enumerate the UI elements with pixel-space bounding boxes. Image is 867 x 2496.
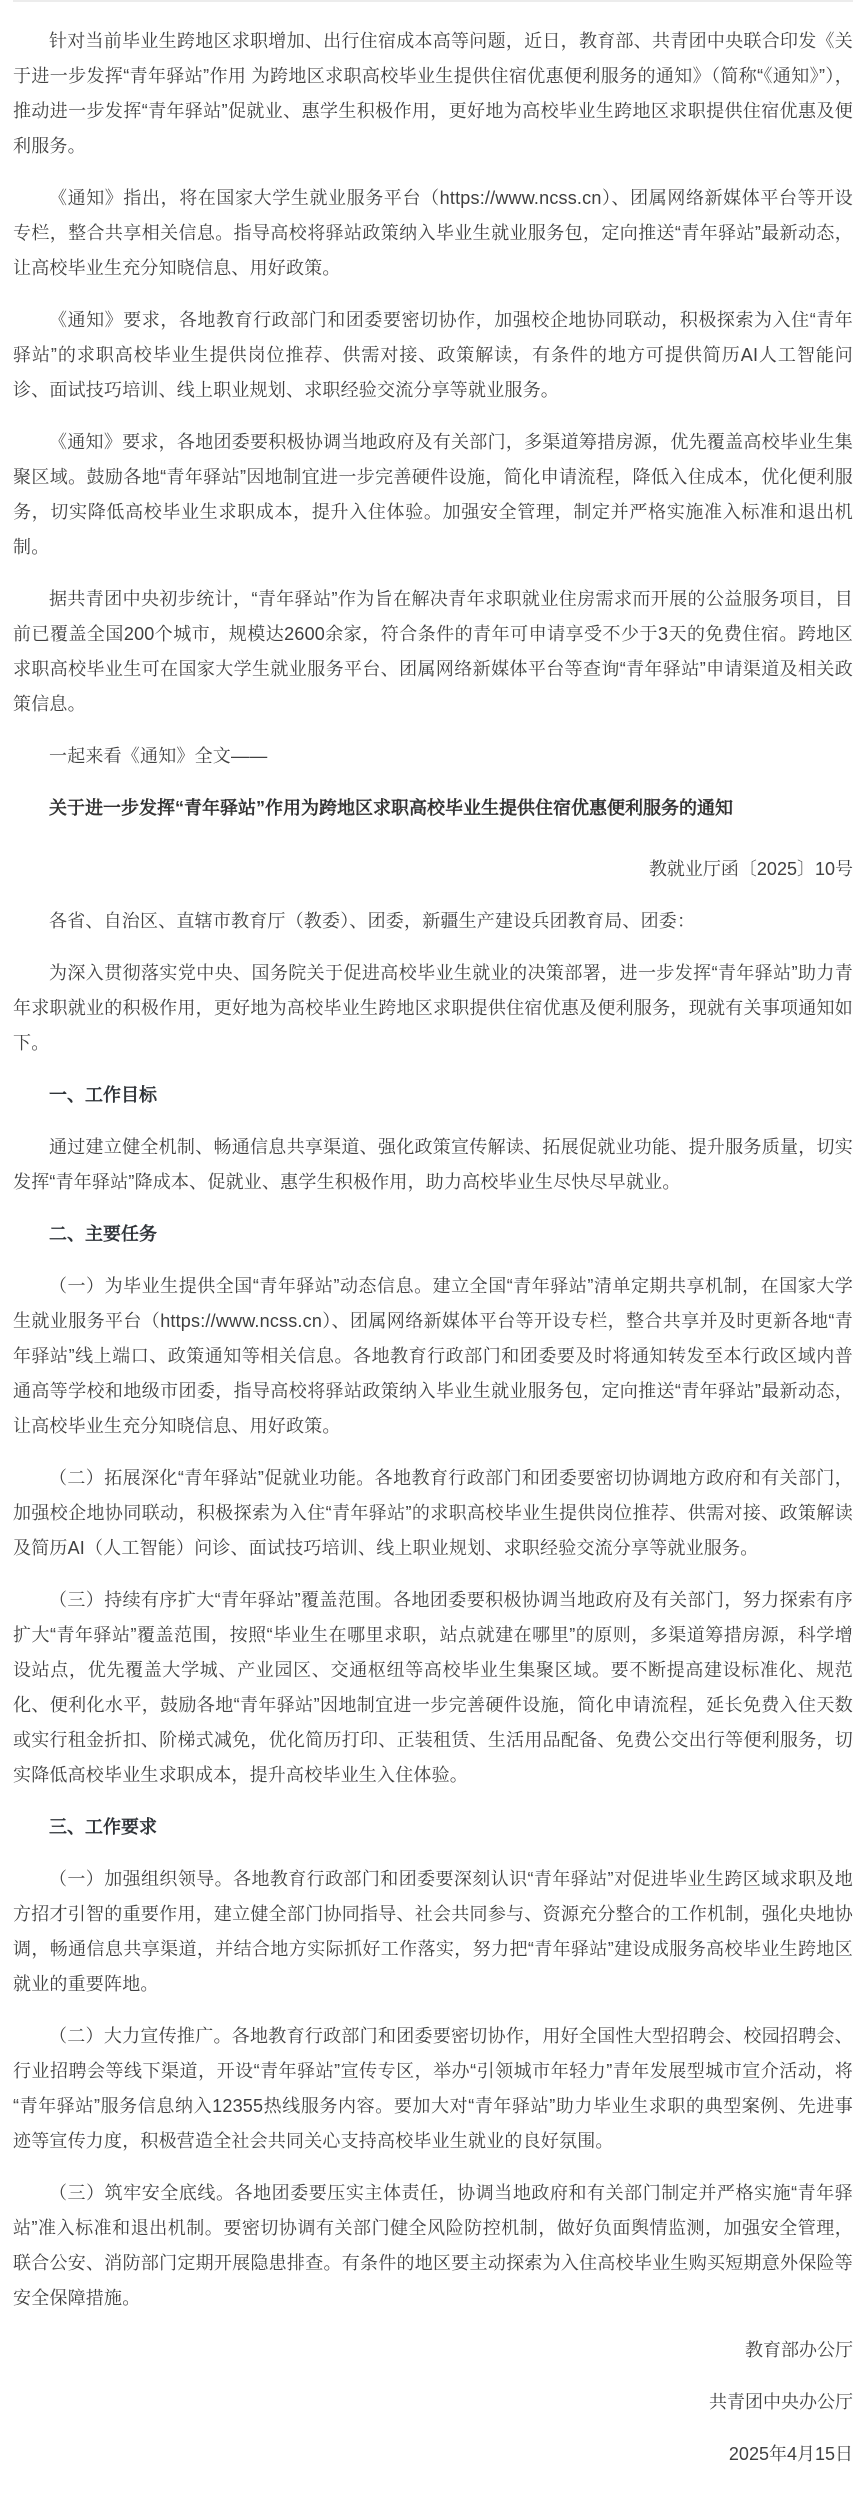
intro-paragraph-4: 《通知》要求，各地团委要积极协调当地政府及有关部门，多渠道筹措房源，优先覆盖高校毕业生集聚区域。鼓励各地“青年驿站”因地制宜进一步完善硬件设施，简化申请流程，降低入住成本，优化便利服务，切实降低高校毕业生求职成本，提升入住体验。加强安全管理，制定并严格实施准入标准和退出机制。 xyxy=(13,432,853,557)
intro-paragraph-3: 《通知》要求，各地教育行政部门和团委要密切协作，加强校企地协同联动，积极探索为入住“青年驿站”的求职高校毕业生提供岗位推荐、供需对接、政策解读，有条件的地方可提供简历AI人工智能问诊、面试技巧培训、线上职业规划、求职经验交流分享等就业服务。 xyxy=(13,310,853,400)
section-heading-3: 三、工作要求 xyxy=(49,1817,157,1837)
intro-paragraph-1: 针对当前毕业生跨地区求职增加、出行住宿成本高等问题，近日，教育部、共青团中央联合印发《关于进一步发挥“青年驿站”作用 为跨地区求职高校毕业生提供住宿优惠便利服务的通知》（简称“《通知》”），推动进一步发挥“青年驿站”促就业、惠学生积极作用，更好地为高校毕业生跨地区求职提供住宿优惠及便利服务。 xyxy=(13,31,853,156)
section-2-paragraph-1: （一）为毕业生提供全国“青年驿站”动态信息。建立全国“青年驿站”清单定期共享机制，在国家大学生就业服务平台（https://www.ncss.cn）、团属网络新媒体平台等开设专栏，整合共享并及时更新各地“青年驿站”线上端口、政策通知等相关信息。各地教育行政部门和团委要及时将通知转发至本行政区域内普通高等学校和地级市团委，指导高校将驿站政策纳入毕业生就业服务包，定向推送“青年驿站”最新动态，让高校毕业生充分知晓信息、用好政策。 xyxy=(13,1276,853,1436)
section-3-paragraph-1: （一）加强组织领导。各地教育行政部门和团委要深刻认识“青年驿站”对促进毕业生跨区域求职及地方招才引智的重要作用，建立健全部门协同指导、社会共同参与、资源充分整合的工作机制，强化央地协调，畅通信息共享渠道，并结合地方实际抓好工作落实，努力把“青年驿站”建设成服务高校毕业生跨地区就业的重要阵地。 xyxy=(13,1869,853,1994)
signature-issuer-1: 教育部办公厅 xyxy=(745,2340,853,2360)
section-2-paragraph-2: （二）拓展深化“青年驿站”促就业功能。各地教育行政部门和团委要密切协调地方政府和有关部门，加强校企地协同联动，积极探索为入住“青年驿站”的求职高校毕业生提供岗位推荐、供需对接、政策解读及简历AI（人工智能）问诊、面试技巧培训、线上职业规划、求职经验交流分享等就业服务。 xyxy=(13,1468,853,1558)
notice-title: 关于进一步发挥“青年驿站”作用为跨地区求职高校毕业生提供住宿优惠便利服务的通知 xyxy=(49,798,733,818)
signature-issuer-2: 共青团中央办公厅 xyxy=(709,2392,853,2412)
section-heading-2: 二、主要任务 xyxy=(49,1224,157,1244)
signature-date: 2025年4月15日 xyxy=(728,2444,853,2464)
intro-paragraph-2: 《通知》指出，将在国家大学生就业服务平台（https://www.ncss.cn）、团属网络新媒体平台等开设专栏，整合共享相关信息。指导高校将驿站政策纳入毕业生就业服务包，定向推送“青年驿站”最新动态，让高校毕业生充分知晓信息、用好政策。 xyxy=(13,188,853,278)
section-2-paragraph-3: （三）持续有序扩大“青年驿站”覆盖范围。各地团委要积极协调当地政府及有关部门，努力探索有序扩大“青年驿站”覆盖范围，按照“毕业生在哪里求职，站点就建在哪里”的原则，多渠道筹措房源，科学增设站点，优先覆盖大学城、产业园区、交通枢纽等高校毕业生集聚区域。要不断提高建设标准化、规范化、便利化水平，鼓励各地“青年驿站”因地制宜进一步完善硬件设施，简化申请流程，延长免费入住天数或实行租金折扣、阶梯式减免，优化简历打印、正装租赁、生活用品配备、免费公交出行等便利服务，切实降低高校毕业生求职成本，提升高校毕业生入住体验。 xyxy=(13,1590,853,1785)
salutation: 各省、自治区、直辖市教育厅（教委）、团委，新疆生产建设兵团教育局、团委： xyxy=(49,911,696,931)
section-1-paragraph-1: 通过建立健全机制、畅通信息共享渠道、强化政策宣传解读、拓展促就业功能、提升服务质量，切实发挥“青年驿站”降成本、促就业、惠学生积极作用，助力高校毕业生尽快尽早就业。 xyxy=(13,1137,853,1192)
intro-paragraph-5: 据共青团中央初步统计，“青年驿站”作为旨在解决青年求职就业住房需求而开展的公益服务项目，目前已覆盖全国200个城市，规模达2600余家，符合条件的青年可申请享受不少于3天的免费住宿。跨地区求职高校毕业生可在国家大学生就业服务平台、团属网络新媒体平台等查询“青年驿站”申请渠道及相关政策信息。 xyxy=(13,589,853,714)
full-text-lead-in: 一起来看《通知》全文—— xyxy=(49,746,268,766)
preamble: 为深入贯彻落实党中央、国务院关于促进高校毕业生就业的决策部署，进一步发挥“青年驿站”助力青年求职就业的积极作用，更好地为高校毕业生跨地区求职提供住宿优惠及便利服务，现就有关事项通知如下。 xyxy=(13,963,853,1053)
section-3-paragraph-2: （二）大力宣传推广。各地教育行政部门和团委要密切协作，用好全国性大型招聘会、校园招聘会、行业招聘会等线下渠道，开设“青年驿站”宣传专区，举办“引领城市年轻力”青年发展型城市宣介活动，将“青年驿站”服务信息纳入12355热线服务内容。要加大对“青年驿站”助力毕业生求职的典型案例、先进事迹等宣传力度，积极营造全社会共同关心支持高校毕业生就业的良好氛围。 xyxy=(13,2026,853,2151)
section-heading-1: 一、工作目标 xyxy=(49,1085,157,1105)
article-content xyxy=(13,0,853,2496)
section-3-paragraph-3: （三）筑牢安全底线。各地团委要压实主体责任，协调当地政府和有关部门制定并严格实施“青年驿站”准入标准和退出机制。要密切协调有关部门健全风险防控机制，做好负面舆情监测，加强安全管理，联合公安、消防部门定期开展隐患排查。有条件的地区要主动探索为入住高校毕业生购买短期意外保险等安全保障措施。 xyxy=(13,2183,853,2308)
document-number: 教就业厅函〔2025〕10号 xyxy=(648,859,853,879)
